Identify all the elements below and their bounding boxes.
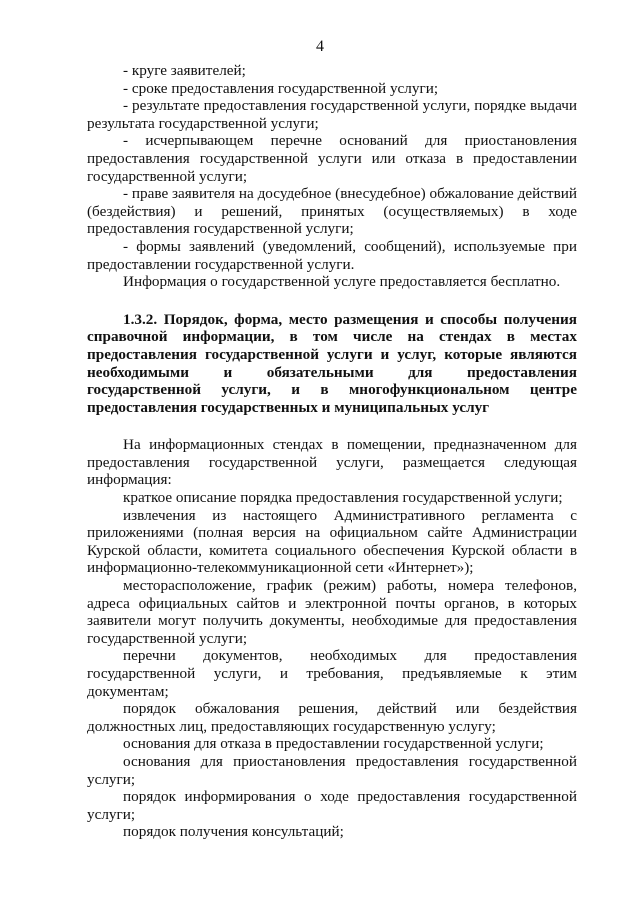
list-item: основания для приостановления предоставления государственной <box>123 752 577 770</box>
list-item: месторасположение, график (режим) работы, номера телефонов, <box>123 577 577 595</box>
list-item-cont: услуги; <box>87 805 136 823</box>
paragraph: Информация о государственной услуге предоставляется бесплатно. <box>123 273 561 291</box>
list-item: порядок информирования о ходе предоставления государственной <box>123 788 577 806</box>
list-item: - сроке предоставления государственной услуги; <box>123 79 439 97</box>
list-item-cont: предоставления государственной услуги или отказа в предоставлении <box>87 149 577 167</box>
section-heading-line: государственной услуги, и в многофункциональном центре <box>87 381 577 399</box>
list-item-cont: предоставлении государственной услуги. <box>87 255 355 273</box>
paragraph: На информационных стендах в помещении, предназначенном для <box>123 436 577 454</box>
page-body <box>87 62 577 841</box>
list-item-cont: адреса официальных сайтов и электронной почты органов, в которых <box>87 594 577 612</box>
section-heading-line: необходимыми и обязательными для предоставления <box>87 363 577 381</box>
list-item-cont: должностных лиц, предоставляющих государственную услугу; <box>87 717 496 735</box>
list-item-cont: заявители могут получить документы, необходимые для предоставления <box>87 612 577 630</box>
list-item-cont: государственной услуги, и требования, предъявляемые к этим <box>87 665 577 682</box>
list-item: порядок обжалования решения, действий или бездействия <box>123 700 577 718</box>
list-item-cont: информационно-телекоммуникационной сети «Интернет»); <box>87 559 474 577</box>
list-item: - праве заявителя на досудебное (внесудебное) обжалование действий <box>123 185 577 203</box>
list-item-cont: Курской области, комитета социального обеспечения Курской области в <box>87 541 577 559</box>
list-item: перечни документов, необходимых для предоставления <box>123 647 577 665</box>
list-item-cont: услуги; <box>87 770 136 788</box>
list-item: основания для отказа в предоставлении государственной услуги; <box>123 735 544 753</box>
list-item-cont: документам; <box>87 682 169 700</box>
section-heading-line: предоставления государственных и муниципальных услуг <box>87 398 490 416</box>
section-heading: 1.3.2. Порядок, форма, место размещения и способы получения <box>123 310 577 328</box>
list-item: - результате предоставления государственной услуги, порядке выдачи <box>123 97 577 115</box>
list-item-cont: государственной услуги; <box>87 629 248 647</box>
paragraph-line: предоставления государственной услуги, размещается следующая <box>87 453 577 471</box>
list-item-cont: (бездействия) и решений, принятых (осуществляемых) в ходе <box>87 202 577 220</box>
list-item-cont: результата государственной услуги; <box>87 114 319 132</box>
list-item: - формы заявлений (уведомлений, сообщений), используемые при <box>123 237 577 255</box>
list-item-cont: государственной услуги; <box>87 167 248 185</box>
page-number: 4 <box>316 38 324 55</box>
section-heading-line: справочной информации, в том числе на стендах в местах <box>87 328 577 346</box>
section-heading-line: предоставления государственной услуги и услуг, которые являются <box>87 345 577 363</box>
list-item: порядок получения консультаций; <box>123 823 344 841</box>
list-item: - исчерпывающем перечне оснований для приостановления <box>123 132 577 150</box>
list-item: извлечения из настоящего Административного регламента с <box>123 506 577 524</box>
paragraph-line: информация: <box>87 471 172 489</box>
list-item-cont: приложениями (полная версия на официальном сайте Администрации <box>87 524 577 542</box>
list-item: - круге заявителей; <box>123 62 246 79</box>
list-item-cont: предоставления государственной услуги; <box>87 220 354 238</box>
list-item: краткое описание порядка предоставления государственной услуги; <box>123 489 563 507</box>
